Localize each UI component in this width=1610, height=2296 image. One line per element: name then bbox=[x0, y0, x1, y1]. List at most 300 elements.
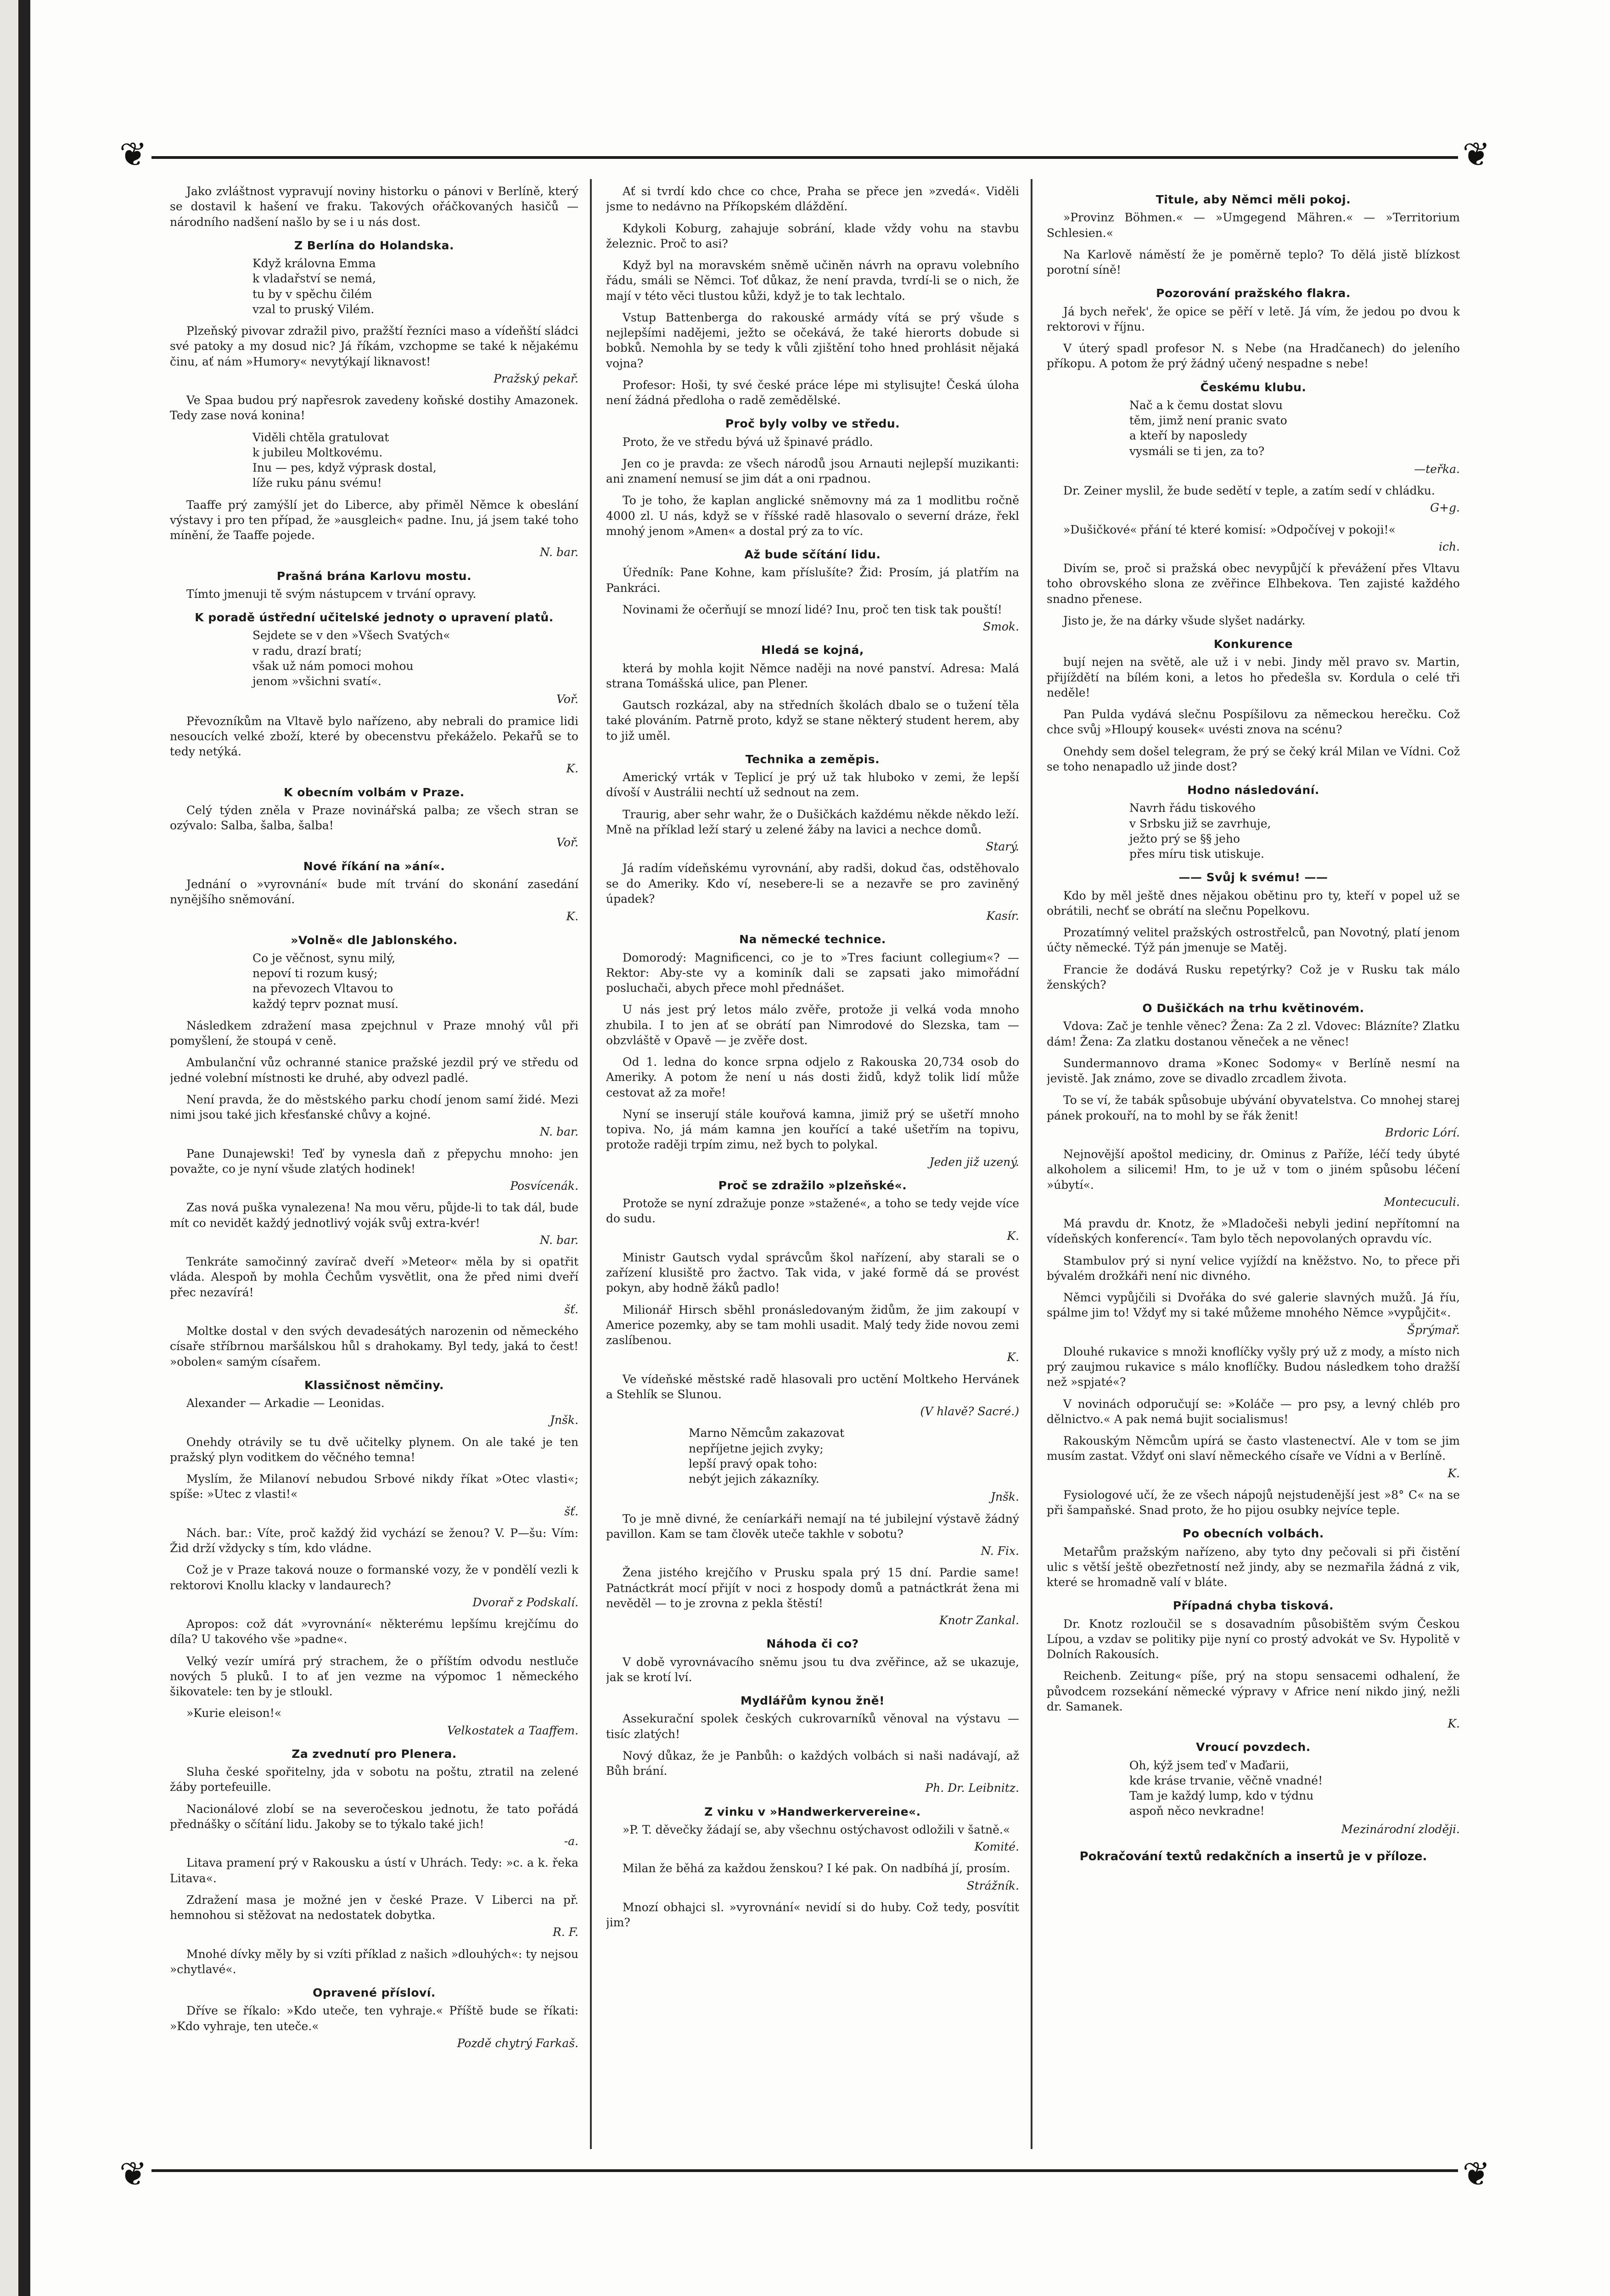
article bbox=[606, 547, 1019, 596]
article-heading: Z Berlína do Holandska. bbox=[294, 238, 454, 252]
verse-line: líže ruku pánu svému! bbox=[252, 476, 382, 490]
article bbox=[170, 714, 578, 777]
article-paragraph: Gautsch rozkázal, aby na středních školách dbalo se o tužení těla také plováním. Patrně proto, když se stane některý student herem, aby to již uměl. bbox=[606, 698, 1019, 743]
article-paragraph: V novinách odporučují se: »Koláče — pro psy, a levný chléb pro dělnictvo.« A pak nemá bujit socialismus! bbox=[1047, 1397, 1460, 1426]
article-paragraph: Kdo by měl ještě dnes nějakou obětinu pro ty, kteří v popel už se obrátili, nechť se obrátí na slečnu Popelkovu. bbox=[1047, 889, 1460, 917]
article-paragraph: Velký vezír umírá prý strachem, že o příštím odvodu nestluče nových 5 pluků. I to ať jen vezme na výpomoc 1 německého šikovatele: ten by je stloukl. bbox=[170, 1654, 578, 1698]
signature: Komité. bbox=[974, 1840, 1019, 1853]
verse-block bbox=[1047, 800, 1460, 861]
article bbox=[606, 602, 1019, 635]
signature: Jnšk. bbox=[990, 1490, 1019, 1504]
article-paragraph: Apropos: což dát »vyrovnání« některému lepšímu krejčímu do díla? U takového vše »padne«. bbox=[170, 1617, 578, 1646]
article bbox=[606, 1861, 1019, 1893]
article-paragraph: Pane Dunajewski! Teď by vynesla daň z přepychu mnoho: jen považte, co je nyní všude zlatých hodinek! bbox=[170, 1147, 578, 1176]
article bbox=[606, 1302, 1019, 1365]
article-heading: Případná chyba tisková. bbox=[1172, 1599, 1334, 1613]
signature: Knotr Zankal. bbox=[939, 1614, 1019, 1627]
article-heading: Hodno následování. bbox=[1187, 783, 1319, 797]
signature: (V hlavě? Sacré.) bbox=[920, 1405, 1019, 1418]
verse-line: kde kráse trvanie, věčně vnadné! bbox=[1129, 1773, 1323, 1787]
verse-line: každý teprv poznat musí. bbox=[252, 997, 398, 1011]
article bbox=[606, 1804, 1019, 1855]
article bbox=[606, 416, 1019, 450]
article-paragraph: V době vyrovnávacího sněmu jsou tu dva zvěřince, až se ukazuje, jak se krotí lví. bbox=[606, 1655, 1019, 1684]
article bbox=[606, 932, 1019, 996]
signature: Voř. bbox=[556, 692, 578, 706]
signature: ich. bbox=[1438, 540, 1460, 553]
column-divider-1 bbox=[590, 179, 592, 2149]
article bbox=[606, 1565, 1019, 1628]
article-paragraph: Nový důkaz, že je Panbůh: o každých volbách si naši nadávají, až Bůh brání. bbox=[606, 1749, 1019, 1778]
article-heading: Proč byly volby ve středu. bbox=[725, 417, 900, 431]
article bbox=[606, 1054, 1019, 1100]
article bbox=[170, 568, 578, 602]
article bbox=[170, 393, 578, 423]
article-paragraph: U nás jest prý letos málo zvěře, protože ji velká voda mnoho zhubila. I to jen ať se obrátí pan Nimrodové do Slezska, tam — obzvláště v Opavě — je zvěře dost. bbox=[606, 1003, 1019, 1047]
article-paragraph: Nách. bar.: Víte, proč každý žid vychází se ženou? V. P—šu: Vím: Žid drží vždycky s tím, kdo vládne. bbox=[170, 1526, 578, 1555]
signature: K. bbox=[566, 762, 578, 776]
article-paragraph: Jen co je pravda: ze všech národů jsou Arnauti nejlepší muzikanti: ani znamení nemusí se jim dát a oni rpadnou. bbox=[606, 456, 1019, 485]
verse-block bbox=[170, 951, 578, 1012]
article-paragraph: Litava pramení prý v Rakousku a ústí v Uhrách. Tedy: »c. a k. řeka Litava«. bbox=[170, 1856, 578, 1885]
article-paragraph: To je toho, že kaplan anglické sněmovny má za 1 modlitbu ročně 4000 zl. U nás, když se v říšské radě hlasovalo o severní dráze, řekl mnohý jenom »Amen« a dostal prý za to víc. bbox=[606, 494, 1019, 538]
article bbox=[1047, 1092, 1460, 1140]
article-paragraph: Vdova: Zač je tenhle věnec? Žena: Za 2 zl. Vdovec: Blázníte? Zlatku dám! Žena: Za zlatku dostanou věneček a ne věnec! bbox=[1047, 1019, 1460, 1048]
corner-ornament-icon: ❦ bbox=[119, 2155, 147, 2193]
signature: Pražský pekař. bbox=[494, 371, 578, 385]
article bbox=[1047, 707, 1460, 737]
verse-line: jenom »všichni svatí«. bbox=[252, 675, 381, 688]
article bbox=[606, 1693, 1019, 1742]
article bbox=[170, 1092, 578, 1140]
article bbox=[606, 456, 1019, 487]
article bbox=[1047, 636, 1460, 700]
article-paragraph: která by mohla kojit Němce naději na nové panství. Adresa: Malá strana Tomášská ulice, pan Plener. bbox=[606, 661, 1019, 690]
article-paragraph: Milionář Hirsch sběhl pronásledovaným židům, že jim zakoupí v Americe pozemky, aby se tam mohli usadit. Malý tedy žide novou zemi zaslíbenou. bbox=[606, 1303, 1019, 1347]
article bbox=[606, 1900, 1019, 1930]
article-paragraph: Protože se nyní zdražuje ponze »stažené«, a toho se tedy vejde více do sudu. bbox=[606, 1197, 1019, 1226]
signature: Ph. Dr. Leibnitz. bbox=[925, 1781, 1019, 1795]
corner-ornament-icon: ❦ bbox=[119, 135, 147, 174]
article-heading: Vroucí povzdech. bbox=[1196, 1740, 1311, 1754]
article bbox=[1047, 744, 1460, 775]
article-paragraph: »Kurie eleison!« bbox=[186, 1706, 282, 1720]
signature: N. bar. bbox=[539, 1233, 578, 1247]
verse-line: Co je věčnost, synu milý, bbox=[252, 951, 396, 965]
article-paragraph: Alexander — Arkadie — Leonidas. bbox=[186, 1396, 385, 1410]
signature: Pozdě chytrý Farkaš. bbox=[457, 2036, 578, 2050]
article bbox=[1047, 1290, 1460, 1338]
article bbox=[606, 698, 1019, 743]
article-paragraph: Americký vrták v Teplicí je prý už tak hluboko v zemi, že lepší dívoší v Austrálii nechtí už sednout na zem. bbox=[606, 771, 1019, 799]
article bbox=[170, 1654, 578, 1699]
article-heading: Opravené přísloví. bbox=[313, 1986, 436, 1999]
article-paragraph: Milan že běhá za každou ženskou? I ké pak. On nadbíhá jí, prosím. bbox=[623, 1862, 1010, 1875]
article bbox=[170, 1892, 578, 1940]
article-paragraph: Vstup Battenberga do rakouské armády vítá se prý všude s nejlepšími nadějemi, ježto se očekává, že také hierorts dobude si bobků. Nemohla by se tedy k vůli zjištění toho hned prohlásit nějaká vojna? bbox=[606, 310, 1019, 370]
article-heading: Na německé technice. bbox=[739, 933, 886, 946]
article-heading: K poradě ústřední učitelské jednoty o upravení platů. bbox=[195, 611, 554, 624]
continuation-note: Pokračování textů redakčních a insertů je v příloze. bbox=[1079, 1849, 1427, 1863]
verse-line: Navrh řádu tiskového bbox=[1129, 801, 1256, 815]
article-heading: Nové říkání na »ání«. bbox=[303, 859, 445, 873]
article bbox=[606, 1107, 1019, 1170]
article bbox=[1047, 286, 1460, 334]
article bbox=[1047, 782, 1460, 861]
article bbox=[170, 1746, 578, 1795]
signature: Kasír. bbox=[986, 909, 1019, 923]
article bbox=[1047, 522, 1460, 555]
article-heading: Hledá se kojná, bbox=[761, 643, 864, 657]
article-heading: Českému klubu. bbox=[1200, 380, 1307, 394]
article bbox=[1047, 561, 1460, 607]
article bbox=[170, 323, 578, 386]
article bbox=[606, 1372, 1019, 1419]
article-paragraph: Francie že dodává Rusku repetýrky? Což je v Rusku tak málo ženských? bbox=[1047, 962, 1460, 991]
article bbox=[1047, 192, 1460, 241]
article-paragraph: Onehdy otrávily se tu dvě učitelky plynem. On ale také je ten pražský plyn voditkem do věčného temna! bbox=[170, 1435, 578, 1464]
article bbox=[1047, 1668, 1460, 1731]
article-paragraph: »Provinz Böhmen.« — »Umgegend Mähren.« — »Territorium Schlesien.« bbox=[1047, 211, 1460, 240]
signature: N. bar. bbox=[539, 1125, 578, 1139]
article-paragraph: Úředník: Pane Kohne, kam příslušíte? Žid: Prosím, já platřím na Pankráci. bbox=[606, 566, 1019, 595]
article bbox=[170, 1471, 578, 1519]
article-paragraph: Rakouským Němcům upírá se často vlastenectví. Ale v tom se jim musím zastat. Vždyť oni slaví německého císaře ve Vídni a v Berlíně. bbox=[1047, 1434, 1460, 1463]
article bbox=[606, 493, 1019, 539]
top-rule bbox=[151, 156, 1458, 159]
verse-line: tu by v spěchu čilém bbox=[252, 287, 372, 301]
article-paragraph: Ministr Gautsch vydal správcům škol nařízení, aby starali se o zařízení klusiště pro žactvo. Tak vida, v jaké formě dá se provést pokyn, aby hodně žáků padlo! bbox=[606, 1250, 1019, 1295]
article-heading: Z vinku v »Handwerkervereine«. bbox=[704, 1805, 921, 1818]
verse-line: Když královna Emma bbox=[252, 257, 376, 270]
verse-line: nepříjetne jejich zvyky; bbox=[689, 1441, 824, 1455]
verse-block bbox=[1047, 398, 1460, 459]
article-paragraph: Zdražení masa je možné jen v české Praze. V Liberci na př. hemnohou si stěžovat na nedostatek dobytka. bbox=[170, 1893, 578, 1922]
article-paragraph: Domorodý: Magnificenci, co je to »Tres faciunt collegium«? — Rektor: Aby-ste vy a kominík dali se zapsati jako mimořádní posluchači, abych přece mohl přednášet. bbox=[606, 951, 1019, 995]
verse-line: vzal to pruský Vilém. bbox=[252, 302, 375, 316]
article bbox=[606, 861, 1019, 923]
article bbox=[170, 1855, 578, 1886]
article bbox=[606, 1002, 1019, 1048]
article bbox=[606, 221, 1019, 252]
article bbox=[170, 1616, 578, 1647]
article-paragraph: Od 1. ledna do konce srpna odjelo z Rakouska 20,734 osob do Ameriky. A potom že není u nás dosti židů, když tolik lidí může cestovat až za moře! bbox=[606, 1055, 1019, 1099]
verse-line: v Srbsku již se zavrhuje, bbox=[1129, 816, 1271, 830]
article-paragraph: bují nejen na světě, ale už i v nebi. Jindy měl pravo sv. Martin, přijíždětí na bílém koni, a letos ho předešla sv. Kordula o celé tři neděle! bbox=[1047, 655, 1460, 699]
article-paragraph: Následkem zdražení masa zpejchnul v Praze mnohý vůl při pomyšlení, že stoupá v ceně. bbox=[170, 1019, 578, 1047]
article bbox=[606, 1636, 1019, 1685]
article-heading: Prašná brána Karlovu mostu. bbox=[276, 569, 472, 583]
article-paragraph: Dlouhé rukavice s množi knoflíčky vyšly prý už z mody, a místo nich prý zaujmou rukavice s málo knoflíčky. Budou následkem toho dražší než »spjaté«? bbox=[1047, 1345, 1460, 1389]
article-paragraph: Mnozí obhajci sl. »vyrovnání« nevidí si do huby. Což tedy, posvítit jim? bbox=[606, 1900, 1019, 1929]
article bbox=[1047, 1344, 1460, 1390]
article bbox=[606, 1748, 1019, 1796]
verse-line: k jubileu Moltkovému. bbox=[252, 445, 383, 459]
article bbox=[1047, 1487, 1460, 1518]
article bbox=[1047, 247, 1460, 278]
article bbox=[170, 859, 578, 924]
signature: K. bbox=[1447, 1466, 1460, 1480]
article bbox=[170, 1705, 578, 1738]
article bbox=[170, 1018, 578, 1049]
signature: Šprýmař. bbox=[1407, 1323, 1460, 1337]
article bbox=[170, 1146, 578, 1194]
article bbox=[170, 610, 578, 707]
article bbox=[1047, 1253, 1460, 1284]
article bbox=[170, 1378, 578, 1428]
article-paragraph: Já radím vídeňskému vyrovnání, aby radši, dokud čas, odstěhovalo se do Ameriky. Kdo ví, nesebere-li se a nezavře se pro zaviněný úpadek? bbox=[606, 861, 1019, 906]
article-paragraph: »Dušičkové« přání té které komisí: »Odpočívej v pokoji!« bbox=[1063, 523, 1396, 536]
article bbox=[170, 1323, 578, 1369]
article bbox=[1047, 483, 1460, 516]
article-paragraph: Sluha české spořitelny, jda v sobotu na poštu, ztratil na zelené žáby portefeuille. bbox=[170, 1765, 578, 1794]
article-heading: Pozorování pražského flakra. bbox=[1156, 287, 1351, 300]
article-paragraph: Nejnovější apoštol mediciny, dr. Ominus z Paříže, léčí tedy úbyté alkoholem a silicemi! Hm, to je už v tom o jiném spůsobu léčení »úbytí«. bbox=[1047, 1148, 1460, 1192]
article-paragraph: Není pravda, že do městského parku chodí jenom samí židé. Mezi nimi jsou také jich křesťanské chůvy a kojné. bbox=[170, 1092, 578, 1121]
verse-line: Viděli chtěla gratulovat bbox=[252, 430, 389, 444]
column-2 bbox=[606, 184, 1019, 2144]
article-paragraph: Celý týden zněla v Praze novinářská palba; ze všech stran se ozývalo: Salba, šalba, šalba! bbox=[170, 803, 578, 832]
article bbox=[170, 1200, 578, 1248]
article bbox=[606, 184, 1019, 214]
article bbox=[606, 642, 1019, 691]
signature: K. bbox=[1007, 1351, 1019, 1364]
signature: Velkostatek a Taaffem. bbox=[447, 1723, 578, 1737]
verse-line: Marno Němcům zakazovat bbox=[689, 1426, 845, 1440]
article bbox=[606, 1250, 1019, 1296]
article bbox=[1047, 1001, 1460, 1049]
article bbox=[1047, 925, 1460, 956]
article bbox=[606, 1178, 1019, 1244]
verse-line: Tam je každý lump, kdo v týdnu bbox=[1129, 1789, 1314, 1802]
article-paragraph: Proto, že ve středu bývá už špinavé prádlo. bbox=[623, 435, 873, 449]
article bbox=[606, 807, 1019, 855]
signature: Voř. bbox=[556, 836, 578, 850]
binder-strip bbox=[18, 0, 30, 2296]
article-paragraph: Žena jistého krejčího v Prusku spala prý 15 dní. Pardie same! Patnáctkrát mocí přijít v noci z hospody domů a patnáctkrát žena mi nevěděl — to je zrovna z pekla štěstí! bbox=[606, 1566, 1019, 1610]
article bbox=[1047, 1598, 1460, 1662]
article bbox=[1047, 613, 1460, 628]
signature: Posvícenák. bbox=[510, 1179, 578, 1193]
article-paragraph: Zas nová puška vynalezena! Na mou věru, půjde-li to tak dál, bude mít co nevidět každý jednotlivý voják svůj extra-kvér! bbox=[170, 1201, 578, 1230]
article-paragraph: Plzeňský pivovar zdražil pivo, pražští řezníci maso a vídeňští sládci své patoky a my dosud nic? Já říkám, vzchopme se také k nějakému činu, ať nám »Humory« nevytýkají liknavost! bbox=[170, 324, 578, 368]
verse-line: a kteří by naposledy bbox=[1129, 429, 1247, 443]
article bbox=[170, 1525, 578, 1556]
verse-block bbox=[1047, 1758, 1460, 1819]
article-paragraph: Což je v Praze taková nouze o formanské vozy, že v pondělí vezli k rektorovi Knollu klacky v landaurech? bbox=[170, 1563, 578, 1592]
article-paragraph: Němci vypůjčili si Dvořáka do své galerie slavných mužů. Já říu, spálme jim to! Vždyť my si také můžeme mnohého Němce »vypůjčit«. bbox=[1047, 1291, 1460, 1320]
article bbox=[1047, 341, 1460, 371]
article bbox=[1047, 1056, 1460, 1086]
article-paragraph: Nacionálové zlobí se na severočeskou jednotu, že tato pořádá přednášky o sčítání lidu. Jakoby se to týkalo také jich! bbox=[170, 1802, 578, 1831]
article-paragraph: Myslím, že Milanoví nebudou Srbové nikdy říkat »Otec vlasti«; spíše: »Utec z vlasti!« bbox=[170, 1472, 578, 1501]
signature: Strážník. bbox=[966, 1879, 1019, 1892]
signature: N. bar. bbox=[539, 546, 578, 559]
article-paragraph: Divím se, proč si pražská obec nevypůjčí k převážení přes Vltavu toho obrovského slona ze zvěřince Elhbekova. Ten zajisté každého snadno přenese. bbox=[1047, 562, 1460, 606]
signature: Montecuculi. bbox=[1384, 1195, 1460, 1209]
article bbox=[606, 1511, 1019, 1559]
article bbox=[170, 497, 578, 560]
article bbox=[170, 1435, 578, 1465]
signature: šť. bbox=[564, 1302, 578, 1316]
signature: K. bbox=[1007, 1229, 1019, 1243]
verse-line: na převozech Vltavou to bbox=[252, 982, 393, 996]
article-paragraph: Stambulov prý si nyní velice vyjíždí na kněžstvo. No, to přece při bývalém drožkáři není nic divného. bbox=[1047, 1254, 1460, 1283]
verse-line: k vladařství se nemá, bbox=[252, 272, 376, 286]
article bbox=[1047, 380, 1460, 477]
article-paragraph: Tenkráte samočinný zavírač dveří »Meteor« měla by si opatřit vláda. Alespoň by mohla Čechům vysvětlit, ona že před nimi dveří přec nezavírá! bbox=[170, 1255, 578, 1299]
signature: K. bbox=[1447, 1717, 1460, 1730]
verse-line: těm, jimž není pranic svato bbox=[1129, 414, 1287, 427]
article bbox=[170, 238, 578, 317]
article bbox=[170, 430, 578, 491]
signature: R. F. bbox=[552, 1925, 578, 1939]
article-paragraph: To se ví, že tabák spůsobuje ubývání obyvatelstva. Co mnohej starej pánek prokouří, na to mohl by se řák ženit! bbox=[1047, 1093, 1460, 1122]
article bbox=[606, 1425, 1019, 1504]
article bbox=[1047, 1396, 1460, 1427]
article bbox=[170, 1947, 578, 1977]
article bbox=[170, 1254, 578, 1317]
article-paragraph: Jisto je, že na dárky všude slyšet nadárky. bbox=[1063, 613, 1306, 627]
article bbox=[606, 258, 1019, 304]
article-paragraph: Novinami že očerňují se mnozí lidé? Inu, proč ten tisk tak pouští! bbox=[623, 602, 1002, 616]
article-paragraph: Když byl na moravském sněmě učiněn návrh na opravu volebního řádu, smáli se Němci. Toť důkaz, že není pravda, tvrdí-li se o nich, že mají v této věci tlustou kůži, když je to tak lechtalo. bbox=[606, 259, 1019, 303]
article bbox=[170, 1562, 578, 1610]
article-heading: O Dušičkách na trhu květinovém. bbox=[1142, 1002, 1364, 1015]
corner-ornament-icon: ❦ bbox=[1462, 135, 1490, 174]
verse-line: však už nám pomoci mohou bbox=[252, 659, 414, 673]
verse-line: Inu — pes, když výprask dostal, bbox=[252, 461, 437, 474]
article-paragraph: Dříve se říkalo: »Kdo uteče, ten vyhraje.« Příště bude se říkati: »Kdo vyhraje, ten uteče.« bbox=[170, 2004, 578, 2033]
verse-line: Nač a k čemu dostat slovu bbox=[1129, 398, 1283, 412]
article-heading: Za zvednutí pro Plenera. bbox=[292, 1747, 457, 1761]
verse-line: ježto prý se §§ jeho bbox=[1129, 832, 1240, 845]
article-paragraph: Onehdy sem došel telegram, že prý se čeký král Milan ve Vídni. Což se toho nenapadlo už jinde dost? bbox=[1047, 744, 1460, 773]
signature: Jeden již uzený. bbox=[929, 1155, 1019, 1169]
article bbox=[1047, 1739, 1460, 1837]
article-paragraph: Ve Spaa budou prý napřesrok zavedeny koňské dostihy Amazonek. Tedy zase nová konina! bbox=[170, 394, 578, 422]
article bbox=[1047, 1526, 1460, 1590]
verse-line: Sejdete se v den »Všech Svatých« bbox=[252, 629, 450, 642]
signature: —teřka. bbox=[1414, 462, 1460, 476]
article-paragraph: Traurig, aber sehr wahr, že o Dušičkách každému někde někdo leží. Mně na příklad leží starý u zelené žáby na lavici a nechce domů. bbox=[606, 807, 1019, 836]
article-paragraph: Dr. Zeiner myslil, že bude sedětí v teple, a zatím sedí v chládku. bbox=[1063, 484, 1435, 497]
verse-line: Oh, kýž jsem teď v Maďarii, bbox=[1129, 1758, 1290, 1772]
article bbox=[170, 1985, 578, 2051]
verse-line: lepší pravý opak toho: bbox=[689, 1457, 818, 1470]
article-paragraph: Ať si tvrdí kdo chce co chce, Praha se přece jen »zvedá«. Viděli jsme to nedávno na Příkopském dláždění. bbox=[606, 185, 1019, 214]
article-heading: —— Svůj k svému! —— bbox=[1178, 871, 1328, 884]
signature: Smok. bbox=[983, 620, 1019, 633]
article-heading: Náhoda či co? bbox=[766, 1637, 859, 1651]
bottom-rule bbox=[151, 2169, 1458, 2172]
article-paragraph: V úterý spadl profesor N. s Nebe (na Hradčanech) do jeleního příkopu. A potom že prý žádný učený nespadne s nebe! bbox=[1047, 342, 1460, 371]
article-paragraph: Ve vídeňské městské radě hlasovali pro uctění Moltkeho Hervánek a Stehlík se Slunou. bbox=[606, 1372, 1019, 1401]
article-paragraph: Na Karlově náměstí že je poměrně teplo? To dělá jistě blízkost porotní síně! bbox=[1047, 248, 1460, 276]
article bbox=[1047, 1216, 1460, 1247]
article-paragraph: Fysiologové učí, že ze všech nápojů nejstudenější jest »8° C« na se při šampaňské. Snad proto, že ho pijou osubky nejvíce teple. bbox=[1047, 1488, 1460, 1517]
article bbox=[606, 310, 1019, 371]
column-1 bbox=[170, 184, 578, 2144]
article-heading: Technika a zeměpis. bbox=[745, 752, 880, 766]
article-paragraph: Tímto jmenuji tě svým nástupcem v trvání opravy. bbox=[186, 587, 477, 601]
article-paragraph: Assekurační spolek českých cukrovarníků věnoval na výstavu — tisíc zlatých! bbox=[606, 1712, 1019, 1741]
verse-block bbox=[170, 430, 578, 491]
signature: Starý. bbox=[986, 840, 1019, 853]
article-paragraph: Jednání o »vyrovnání« bude mít trvání do skonání zasedání nynějšího sněmování. bbox=[170, 877, 578, 906]
article bbox=[1047, 870, 1460, 918]
article-heading: »Volně« dle Jablonského. bbox=[291, 933, 458, 947]
article-heading: K obecním volbám v Praze. bbox=[284, 785, 465, 799]
article-paragraph: To je mně divné, že ceníarkáři nemají na té jubilejní výstavě žádný pavillon. Kam se tam člověk uteče takhle v sobotu? bbox=[606, 1512, 1019, 1541]
verse-block bbox=[170, 628, 578, 689]
article bbox=[170, 1055, 578, 1086]
article-paragraph: Má pravdu dr. Knotz, že »Mladočeši nebyli jediní nepřítomní na vídeňských konferencí«. Tam bylo těch nepovolaných opravdu víc. bbox=[1047, 1217, 1460, 1246]
column-3 bbox=[1047, 184, 1460, 2144]
signature: G+g. bbox=[1430, 501, 1460, 515]
article-heading: Mydlářům kynou žně! bbox=[740, 1694, 885, 1707]
article bbox=[606, 377, 1019, 408]
article-paragraph: Prozatímný velitel pražských ostrostřelců, pan Novotný, platí jenom účty německé. Týž pán jmenuje se Matěj. bbox=[1047, 926, 1460, 955]
signature: Mezinárodní zloději. bbox=[1341, 1822, 1460, 1836]
verse-line: nepoví ti rozum kusý; bbox=[252, 967, 378, 980]
article-paragraph: Kdykoli Koburg, zahajuje sobrání, klade vždy vohu na stavbu železnic. Proč to asi? bbox=[606, 221, 1019, 250]
article bbox=[1047, 962, 1460, 993]
column-divider-2 bbox=[1031, 179, 1032, 2149]
article bbox=[170, 1801, 578, 1849]
article-heading: Klassičnost němčiny. bbox=[304, 1378, 444, 1392]
article-heading: Konkurence bbox=[1213, 637, 1293, 651]
signature: Brdoric Lórí. bbox=[1385, 1125, 1460, 1139]
signature: Jnšk. bbox=[550, 1413, 578, 1427]
corner-ornament-icon: ❦ bbox=[1462, 2155, 1490, 2193]
page-frame bbox=[119, 135, 1490, 2193]
article-paragraph: Jako zvláštnost vypravují noviny historku o pánovi v Berlíně, který se dostavil k hašení ve fraku. Takových ořáčkovaných hasičů — národního nadšení našlo by se i u nás dost. bbox=[170, 185, 578, 229]
article-heading: Až bude sčítání lidu. bbox=[744, 548, 881, 561]
article-paragraph: Dr. Knotz rozloučil se s dosavadním působištěm svým Českou Lípou, a vzdav se politiky pije nyní co prostý advokát ve Sv. Hypolitě v Dolních Rakousích. bbox=[1047, 1617, 1460, 1661]
article-paragraph: Mnohé dívky měly by si vzíti příklad z našich »dlouhých«: ty nejsou »chytlavé«. bbox=[170, 1947, 578, 1976]
article-paragraph: Metařům pražským nařízeno, aby tyto dny pečovali si při čistění ulic s větší ještě obezřetností než jindy, aby se nezmařila žádná z vik, které se hromadně valí v bláte. bbox=[1047, 1545, 1460, 1589]
article-paragraph: Nyní se inserují stále kouřová kamna, jimiž prý se ušetří mnoho topiva. No, já mám kamna jen kouřící a také ušetřím na topivu, protože raději trpím zimu, než bych to polykal. bbox=[606, 1107, 1019, 1152]
signature: K. bbox=[566, 910, 578, 923]
verse-block bbox=[606, 1425, 1019, 1486]
article bbox=[1047, 1147, 1460, 1210]
article bbox=[606, 752, 1019, 800]
article-heading: Po obecních volbách. bbox=[1183, 1527, 1324, 1541]
article-paragraph: Taaffe prý zamýšlí jet do Liberce, aby přiměl Němce k obeslání výstavy i pro ten případ, že »ausgleich« padne. Inu, já jsem také toho mínění, že Taaffe pojede. bbox=[170, 498, 578, 542]
signature: Dvorař z Podskalí. bbox=[472, 1595, 578, 1609]
verse-line: vysmáli se ti jen, za to? bbox=[1129, 444, 1265, 458]
verse-line: v radu, drazí bratí; bbox=[252, 644, 362, 658]
signature: -a. bbox=[564, 1835, 578, 1848]
article bbox=[170, 933, 578, 1012]
verse-block bbox=[170, 256, 578, 317]
article bbox=[1047, 1433, 1460, 1481]
article-paragraph: Profesor: Hoši, ty své české práce lépe mi stylisujte! Česká úloha není žádná předloha o radě zemědělské. bbox=[606, 378, 1019, 407]
binder-edge bbox=[0, 0, 18, 2296]
article-paragraph: Moltke dostal v den svých devadesátých narozenin od německého císaře stříbrnou maršálskou hůl s drahokamy. Byl tedy, jaká to čest! »obolen« samým císařem. bbox=[170, 1324, 578, 1368]
article-heading: Proč se zdražilo »plzeňské«. bbox=[718, 1178, 907, 1192]
article-paragraph: Pan Pulda vydává slečnu Pospíšilovu za německou herečku. Což chce svůj »Hloupý kousek« uvésti znova na scénu? bbox=[1047, 708, 1460, 737]
article-paragraph: Ambulanční vůz ochranné stanice pražské jezdil prý ve středu od jedné volební místnosti ke druhé, aby odvezl padlé. bbox=[170, 1056, 578, 1085]
article bbox=[170, 184, 578, 230]
verse-line: aspoň něco nevkradne! bbox=[1129, 1804, 1265, 1818]
article-paragraph: »P. T. děvečky žádají se, aby všechnu ostýchavost odložili v šatně.« bbox=[623, 1823, 1010, 1836]
signature: N. Fix. bbox=[981, 1544, 1019, 1558]
article-paragraph: Reichenb. Zeitung« píše, prý na stopu sensacemi odhalení, že původcem rozsekání německé výpravy v Africe není nikdo jiný, nežli dr. Samanek. bbox=[1047, 1669, 1460, 1713]
article-paragraph: Sundermannovo drama »Konec Sodomy« v Berlíně nesmí na jevistě. Jak známo, zove se divadlo zrcadlem života. bbox=[1047, 1056, 1460, 1085]
article bbox=[170, 785, 578, 850]
